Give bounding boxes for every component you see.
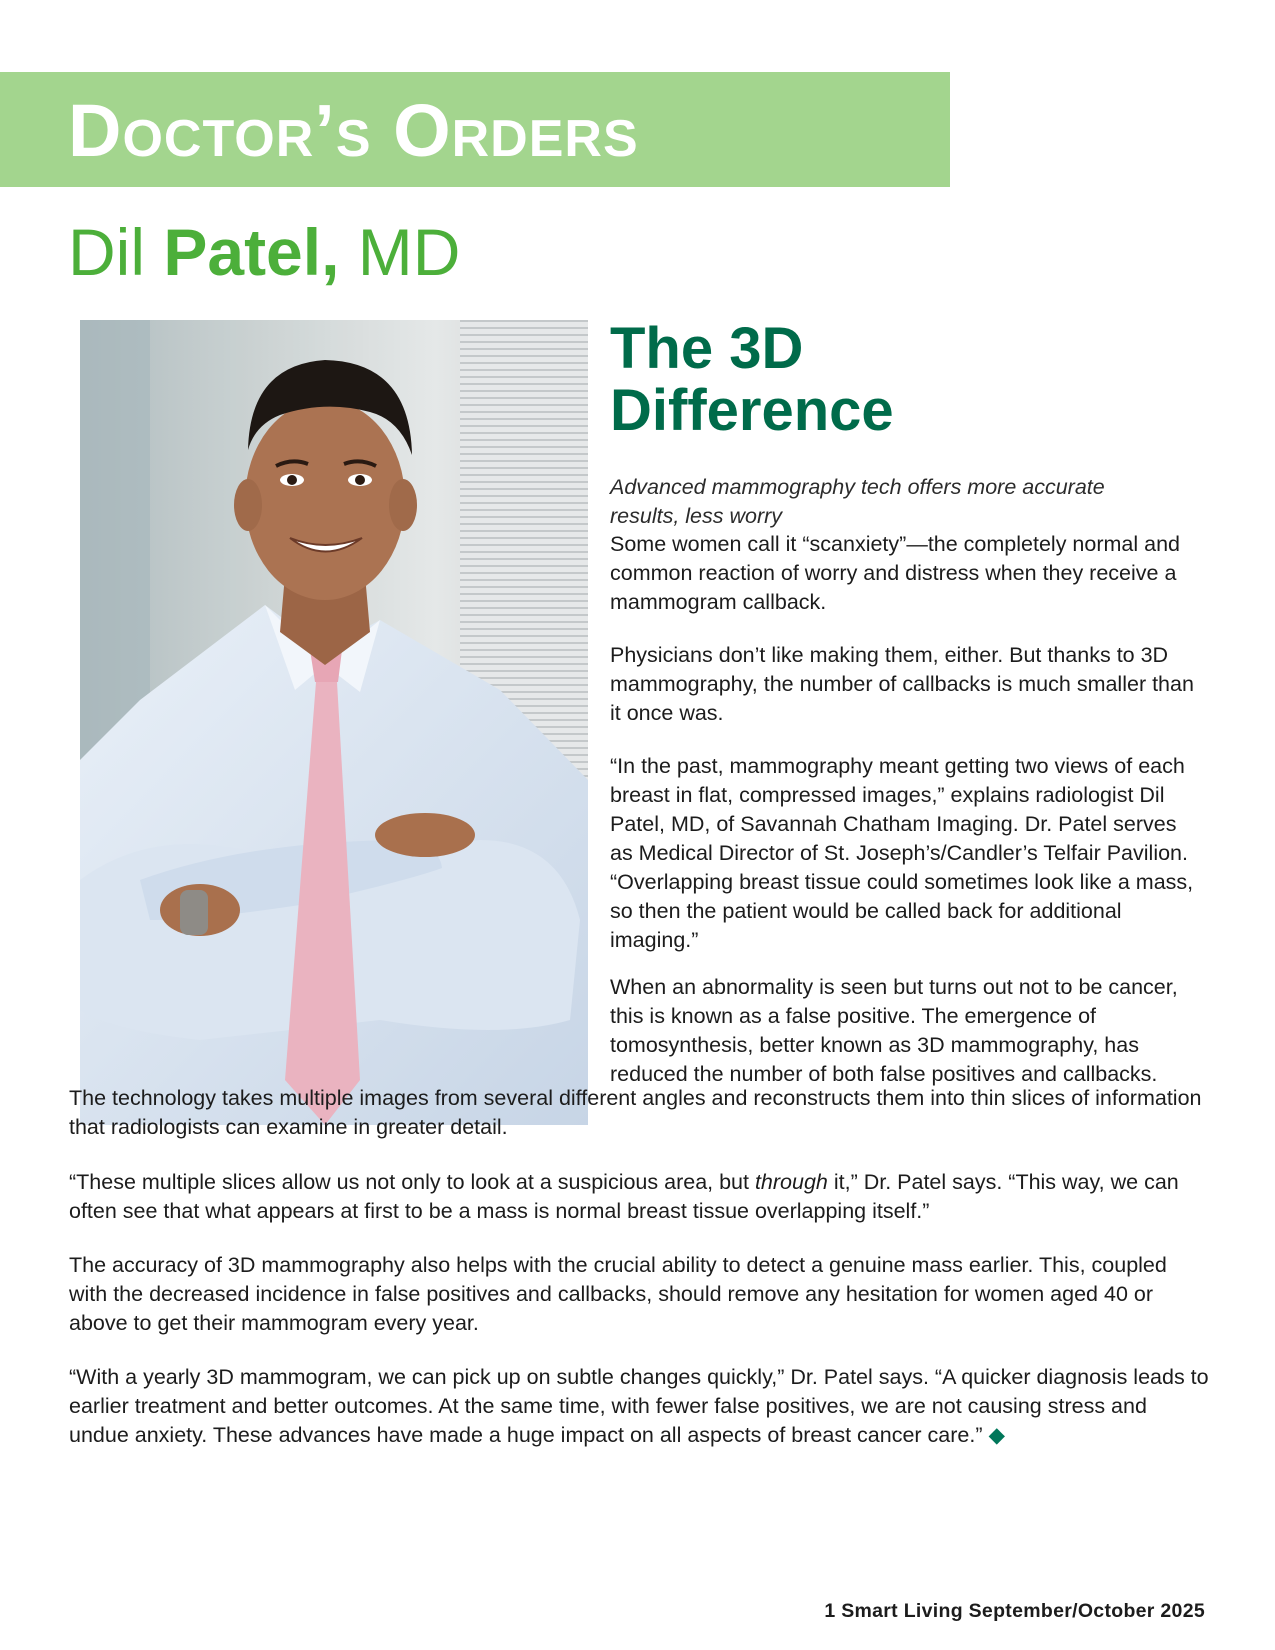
quote-paragraph (69, 1168, 1209, 1226)
doctor-first-name: Dil (68, 215, 145, 289)
article-subtitle: Advanced mammography tech offers more accurate results, less worry (610, 475, 1105, 528)
doctor-credentials: MD (357, 215, 461, 289)
page-footer: 1 Smart Living September/October 2025 (824, 1600, 1205, 1622)
headline-line-1: The 3D (610, 316, 804, 381)
doctor-last-name: Patel, (163, 215, 340, 289)
paragraph: “In the past, mammography meant getting two views of each breast in flat, compressed images,” explains radiologist Dil Patel, MD, of Savannah Chatham Imaging. Dr. Patel serves as Medical Director of St. Joseph’s/Candler’s Telfair Pavilion. “Overlapping breast tissue could sometimes look like a mass, so then the patient would be called back for additional imaging.” (610, 754, 1194, 952)
paragraph: When an abnormality is seen but turns out not to be cancer, this is known as a false positive. The emergence of tomosynthesis, better known as 3D mammography, has reduced the number of both false positives and callbacks. (610, 975, 1178, 1086)
headline-line-2: Difference (610, 378, 894, 443)
section-title: Doctor’s Orders (68, 89, 639, 172)
final-paragraph-text: “With a yearly 3D mammogram, we can pick up on subtle changes quickly,” Dr. Patel says. “A quicker diagnosis leads to earlier treatment and better outcomes. At the same time, with fewer false positives, we are not causing stress and undue anxiety. These advances have made a huge impact on all aspects of breast cancer care.” (69, 1365, 1209, 1447)
paragraph: The technology takes multiple images from several different angles and reconstructs them into thin slices of information that radiologists can examine in greater detail. (69, 1086, 1202, 1139)
quote-emphasis: through (754, 1170, 828, 1194)
paragraph: Some women call it “scanxiety”—the completely normal and common reaction of worry and distress when they receive a mammogram callback. (610, 532, 1180, 614)
doctor-portrait-photo (80, 320, 588, 1125)
article-headline (610, 318, 1170, 442)
paragraph: The accuracy of 3D mammography also helps with the crucial ability to detect a genuine mass earlier. This, coupled with the decreased incidence in false positives and callbacks, should remove any hesitation for women aged 40 or above to get their mammogram every year. (69, 1253, 1167, 1335)
quote-text-start: “These multiple slices allow us not only to look at a suspicious area, but (69, 1170, 755, 1194)
paragraph: Physicians don’t like making them, either. But thanks to 3D mammography, the number of callbacks is much smaller than it once was. (610, 643, 1194, 725)
final-paragraph (69, 1363, 1209, 1450)
doctor-name (68, 216, 460, 289)
header-banner (0, 72, 950, 187)
end-mark-diamond-icon: ◆ (988, 1423, 1006, 1447)
quote-text-end: it,” Dr. Patel says. “This way, we can often see that what appears at first to be a mass is normal breast tissue overlapping itself.” (69, 1170, 1179, 1223)
